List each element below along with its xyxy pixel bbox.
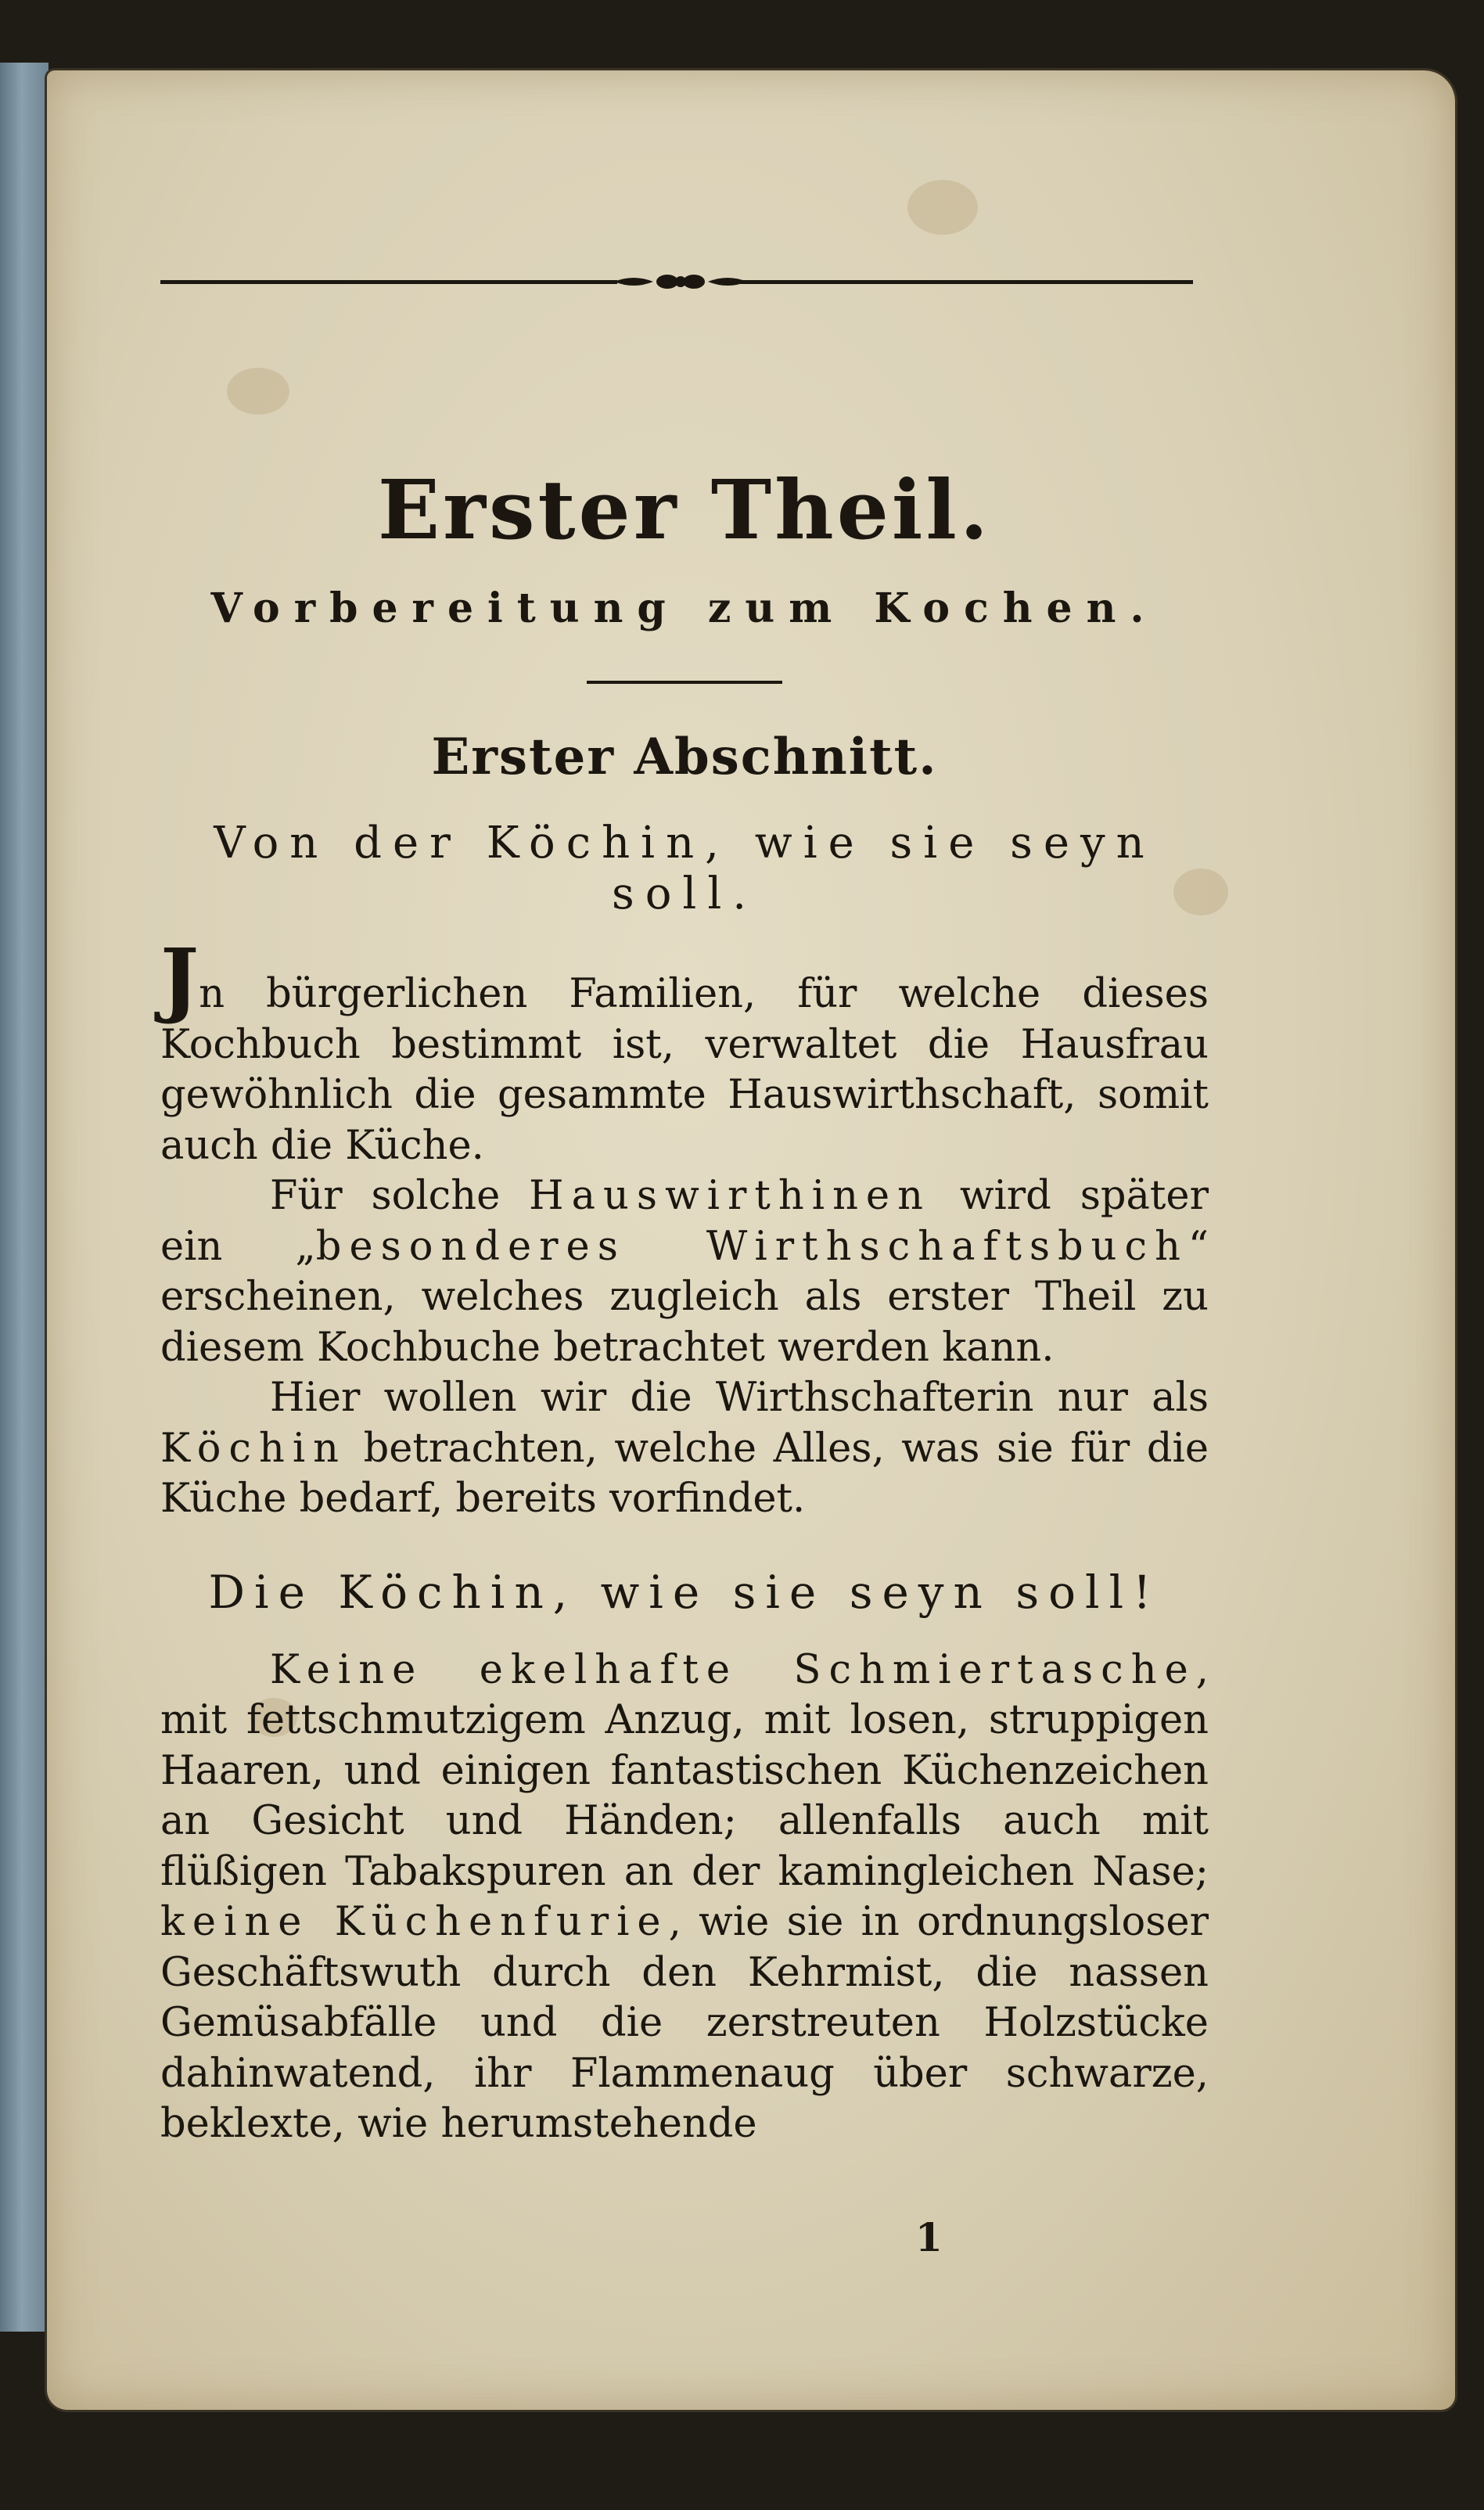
ornamental-rule <box>160 266 1193 297</box>
paragraph-2: Für solche Hauswirthinen wird später ein „besonderes Wirthschaftsbuch“ erscheinen, welches zugleich als erster Theil zu diesem Kochbuche betrachtet werden kann. <box>160 1173 1209 1371</box>
divider <box>587 681 782 684</box>
drop-cap: J <box>160 930 199 1027</box>
part-subtitle: Vorbereitung zum Kochen. <box>210 584 1159 632</box>
book-spine <box>0 63 49 2332</box>
page-content <box>160 266 1209 2150</box>
paragraph-1: Jn bürgerlichen Familien, für welche dieses Kochbuch bestimmt ist, verwaltet die Hausfrau gewöhnlich die gesammte Hauswirthschaft, somit auch die Küche. <box>160 930 1209 1169</box>
paragraph-3: Hier wollen wir die Wirthschafterin nur als Köchin betrachten, welche Alles, was sie für die Küche bedarf, bereits vorfindet. <box>160 1375 1209 1522</box>
subheading: Die Köchin, wie sie seyn soll! <box>208 1565 1161 1619</box>
body-text <box>160 930 1209 2150</box>
part-title: Erster Theil. <box>377 462 992 558</box>
section-subtitle: Von der Köchin, wie sie seyn soll. <box>214 818 1155 919</box>
paragraph-4: Keine ekelhafte Schmiertasche, mit fettschmutzigem Anzug, mit losen, struppigen Haaren, und einigen fantastischen Küchenzeichen an Gesicht und Händen; allenfalls auch mit flüßigen Tabakspuren an der kamingleichen Nase; keine Küchenfurie, wie sie in ordnungsloser Geschäftswuth durch den Kehrmist, die nassen Gemüsabfälle und die zerstreuten Holzstücke dahinwatend, ihr Flammenaug über schwarze, beklexte, wie herumstehende <box>160 1646 1209 2147</box>
page-number: 1 <box>915 2214 943 2260</box>
section-title: Erster Abschnitt. <box>431 728 938 786</box>
book-page <box>47 70 1455 2410</box>
paper-stain <box>907 180 978 235</box>
